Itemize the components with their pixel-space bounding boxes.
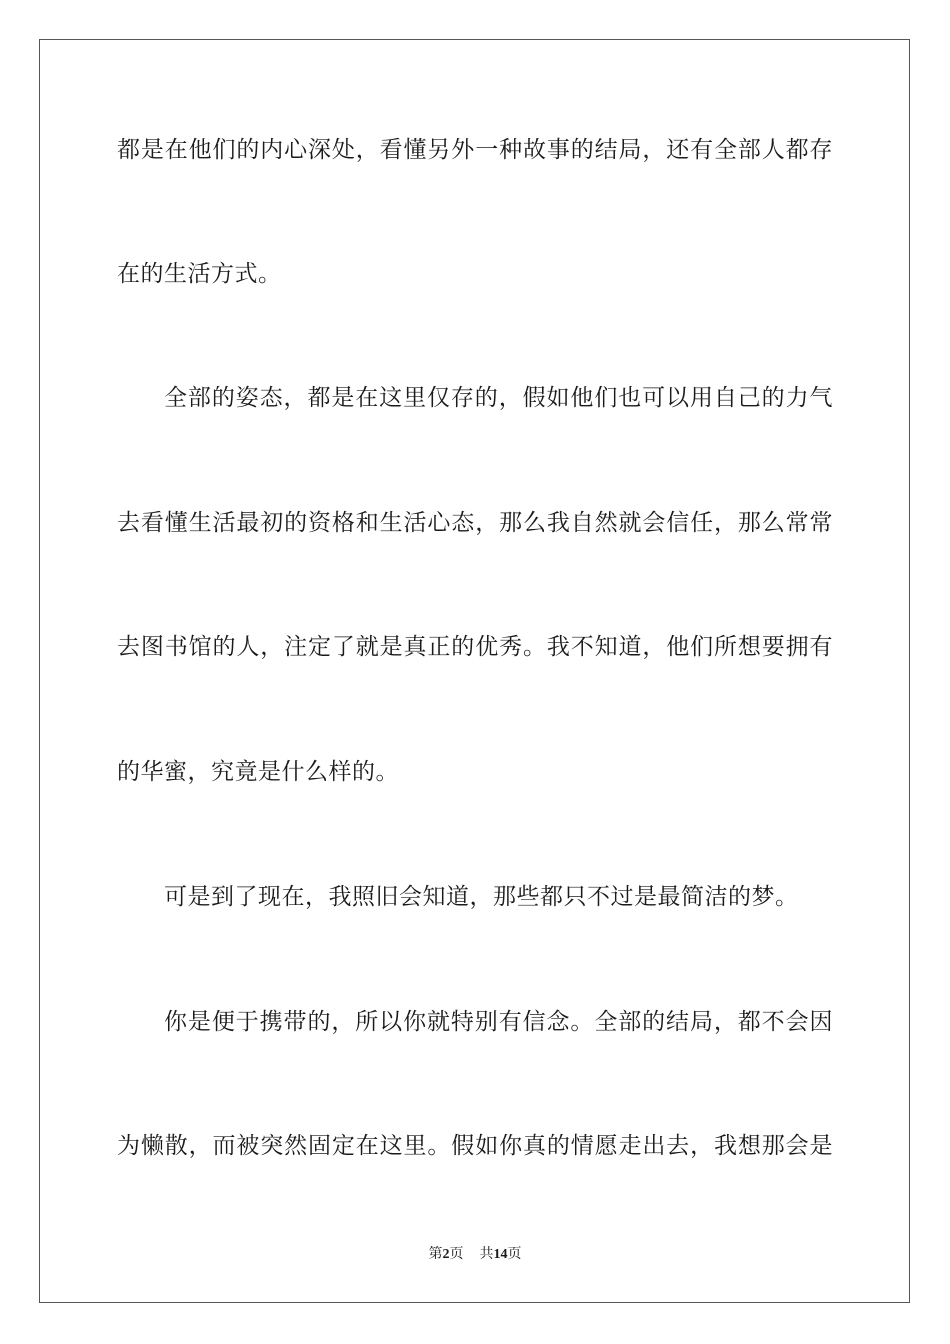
text-line-3: 全部的姿态，都是在这里仅存的，假如他们也可以用自己的力气 [164, 385, 833, 411]
text-line-5: 去图书馆的人，注定了就是真正的优秀。我不知道，他们所想要拥有 [117, 634, 833, 660]
footer-page-number: 2 [442, 1247, 450, 1262]
text-line-7: 可是到了现在，我照旧会知道，那些都只不过是最简洁的梦。 [164, 884, 799, 910]
text-line-6: 的华蜜，究竟是什么样的。 [117, 759, 399, 785]
footer-total-suffix: 页 [507, 1247, 522, 1262]
footer-total-pages: 14 [493, 1247, 508, 1262]
page-footer [0, 1246, 950, 1264]
footer-total-prefix: 共 [479, 1247, 494, 1262]
page-border [39, 39, 910, 1303]
text-line-4: 去看懂生活最初的资格和生活心态，那么我自然就会信任，那么常常 [117, 510, 833, 536]
text-line-1: 都是在他们的内心深处，看懂另外一种故事的结局，还有全部人都存 [117, 137, 833, 163]
text-line-9: 为懒散，而被突然固定在这里。假如你真的情愿走出去，我想那会是 [117, 1133, 833, 1159]
footer-page-suffix: 页 [449, 1247, 464, 1262]
footer-page-prefix: 第 [428, 1247, 443, 1262]
text-line-8: 你是便于携带的，所以你就特别有信念。全部的结局，都不会因 [164, 1009, 833, 1035]
text-line-2: 在的生活方式。 [117, 261, 282, 287]
